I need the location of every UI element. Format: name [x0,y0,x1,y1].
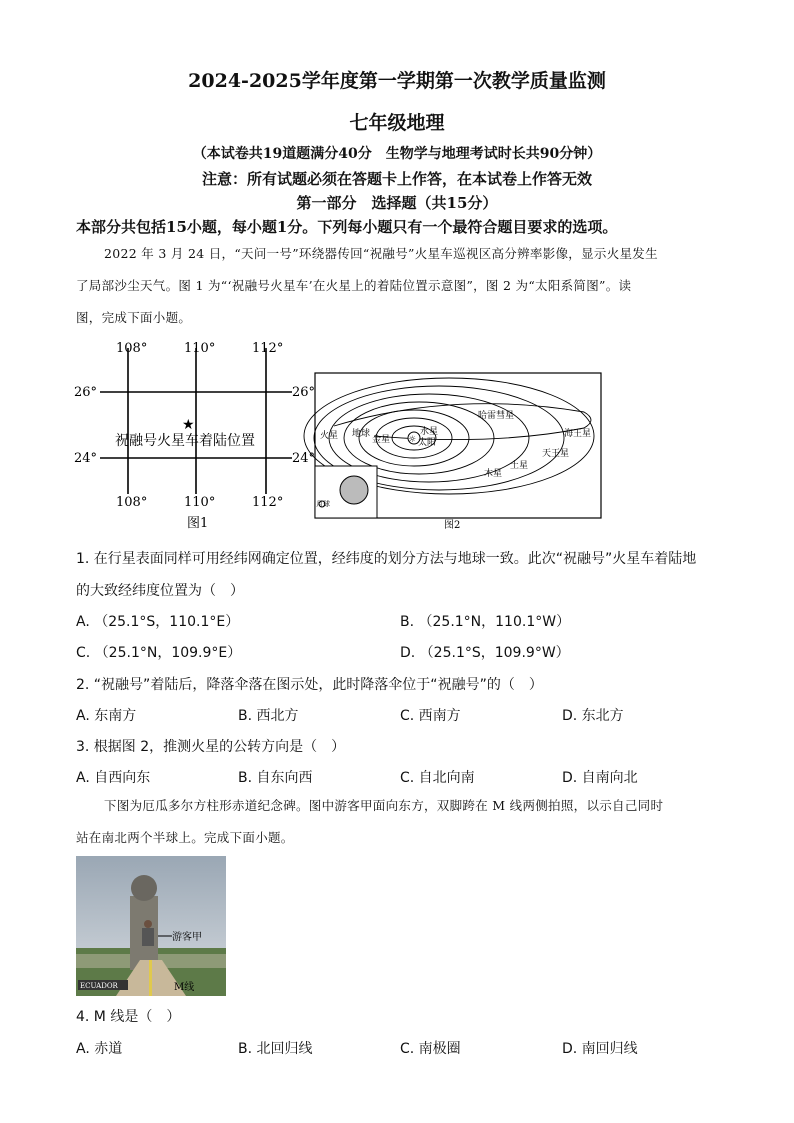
passage2-line2: 站在南北两个半球上。完成下面小题。 [76,830,294,845]
q1-option-d[interactable]: D. （25.1°S，109.9°W） [400,645,570,661]
m-line-label: M线 [174,982,195,993]
exam-title: 2024-2025学年度第一学期第一次教学质量监测 [188,70,606,92]
figure1-grid [70,334,316,534]
lat-label-right-26: 26° [292,385,316,400]
label-neptune: 海王星 [564,429,592,439]
q1-option-b[interactable]: B. （25.1°N，110.1°W） [400,614,571,630]
lat-label-left-26: 26° [74,385,98,400]
label-uranus: 天王星 [542,449,570,459]
q3-option-b[interactable]: B. 自东向西 [238,770,313,786]
lon-label-bottom-112: 112° [252,495,284,510]
label-earth: 地球 [352,429,371,439]
notice: 注意：所有试题必须在答题卡上作答，在本试卷上作答无效 [201,170,592,188]
figure2-caption: 图2 [444,520,461,531]
q2-option-b[interactable]: B. 西北方 [238,708,299,724]
landing-label: 祝融号火星车着陆位置 [115,433,255,449]
q1-stem-line1: 1. 在行星表面同样可用经纬网确定位置，经纬度的划分方法与地球一致。此次“祝融号”火星车着陆地 [76,551,697,567]
sun-icon: ☼ [408,435,417,445]
label-saturn: 土星 [510,461,529,471]
lat-label-left-24: 24° [74,451,98,466]
subject-title: 七年级地理 [349,112,445,134]
label-jupiter: 木星 [484,469,503,479]
q1-stem-line2: 的大致经纬度位置为（ ） [76,583,244,599]
instructions: 本部分共包括15小题，每小题1分。下列每小题只有一个最符合题目要求的选项。 [76,218,618,236]
q4-option-b[interactable]: B. 北回归线 [238,1041,313,1057]
q3-option-c[interactable]: C. 自北向南 [400,770,475,786]
q2-option-d[interactable]: D. 东北方 [562,708,624,724]
label-mars: 火星 [320,431,339,441]
q1-option-c[interactable]: C. （25.1°N，109.9°E） [76,645,242,661]
q4-option-c[interactable]: C. 南极圈 [400,1041,461,1057]
label-comet: 哈雷彗星 [478,411,515,421]
landing-star-icon: ★ [182,417,195,433]
label-sun: 太阳 [418,438,437,448]
q3-option-a[interactable]: A. 自西向东 [76,770,151,786]
lon-label-top-110: 110° [184,341,216,356]
part-heading: 第一部分 选择题（共15分） [296,194,498,212]
figure1-caption: 图1 [187,516,209,531]
ecuador-sign: ECUADOR [80,982,118,990]
q2-option-a[interactable]: A. 东南方 [76,708,137,724]
label-mercury: 水星 [420,427,439,437]
passage2-line1: 下图为厄瓜多尔方柱形赤道纪念碑。图中游客甲面向东方，双脚跨在 M 线两侧拍照，以示自己同时 [104,798,664,813]
tourist-label: 游客甲 [172,932,202,943]
passage1 [76,238,716,334]
equator-monument-photo [76,856,226,996]
q4-option-a[interactable]: A. 赤道 [76,1041,123,1057]
figure2-solar-system [314,372,604,532]
lon-label-bottom-110: 110° [184,495,216,510]
lon-label-bottom-108: 108° [116,495,148,510]
q4-stem: 4. M 线是（ ） [76,1009,181,1025]
q1-option-a[interactable]: A. （25.1°S，110.1°E） [76,614,240,630]
label-venus: 金星 [372,435,391,445]
q3-option-d[interactable]: D. 自南向北 [562,770,638,786]
q2-stem: 2. “祝融号”着陆后，降落伞落在图示处，此时降落伞位于“祝融号”的（ ） [76,677,543,693]
exam-info: （本试卷共19道题满分40分 生物学与地理考试时长共90分钟） [192,146,602,162]
q2-option-c[interactable]: C. 西南方 [400,708,461,724]
passage2 [76,790,716,854]
lat-label-right-24: 24° [292,451,316,466]
passage1-line2: 了局部沙尘天气。图 1 为“‘祝融号火星车’在火星上的着陆位置示意图”，图 2 为“太阳系简图”。读 [76,278,632,293]
passage1-line1: 2022 年 3 月 24 日，“天问一号”环绕器传回“祝融号”火星车巡视区高分辨率影像，显示火星发生 [104,246,658,261]
q3-stem: 3. 根据图 2，推测火星的公转方向是（ ） [76,739,346,755]
lon-label-top-112: 112° [252,341,284,356]
label-moon: 月球 [316,500,330,508]
q4-option-d[interactable]: D. 南回归线 [562,1041,638,1057]
lon-label-top-108: 108° [116,341,148,356]
passage1-line3: 图，完成下面小题。 [76,310,192,325]
